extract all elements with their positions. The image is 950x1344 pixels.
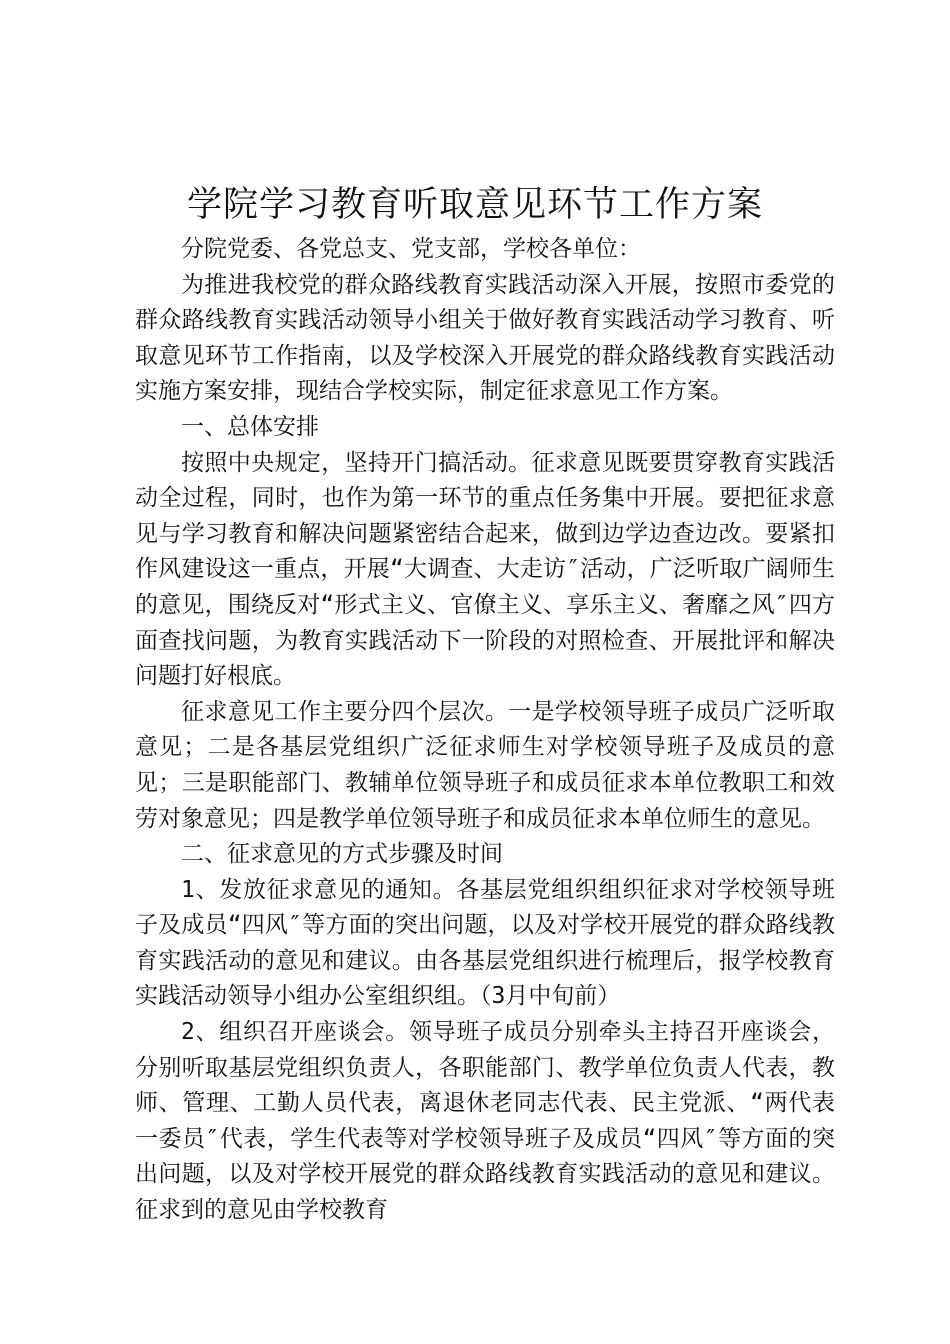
overall-paragraph: 按照中央规定，坚持开门搞活动。征求意见既要贯穿教育实践活动全过程，同时，也作为第一环节的重点任务集中开展。要把征求意见与学习教育和解决问题紧密结合起来，做到边学边查边改。要紧扣作风建设这一重点，开展“大调查、大走访″活动，广泛听取广阔师生的意见，围绕反对“形式主义、官僚主义、享乐主义、奢靡之风″四方面查找问题，为教育实践活动下一阶段的对照检查、开展批评和解决问题打好根底。 (135, 449, 835, 690)
levels-paragraph: 征求意见工作主要分四个层次。一是学校领导班子成员广泛听取意见；二是各基层党组织广泛征求师生对学校领导班子及成员的意见；三是职能部门、教辅单位领导班子和成员征求本单位教职工和效劳对象意见；四是教学单位领导班子和成员征求本单位师生的意见。 (135, 698, 835, 832)
step-one-paragraph: 1、发放征求意见的通知。各基层党组织组织征求对学校领导班子及成员“四风″等方面的突出问题，以及对学校开展党的群众路线教育实践活动的意见和建议。由各基层党组织进行梳理后，报学校教育实践活动领导小组办公室组织组。（3月中旬前） (135, 876, 835, 1010)
section-heading-methods: 二、征求意见的方式步骤及时间 (181, 841, 503, 868)
section-heading-overall: 一、总体安排 (181, 413, 319, 440)
salutation-paragraph: 分院党委、各党总支、党支部，学校各单位： (181, 236, 641, 262)
intro-paragraph: 为推进我校党的群众路线教育实践活动深入开展，按照市委党的群众路线教育实践活动领导小组关于做好教育实践活动学习教育、听取意见环节工作指南，以及学校深入开展党的群众路线教育实践活动实施方案安排，现结合学校实际，制定征求意见工作方案。 (135, 271, 835, 405)
document-title: 学院学习教育听取意见环节工作方案 (186, 185, 763, 225)
step-two-paragraph: 2、组织召开座谈会。领导班子成员分别牵头主持召开座谈会，分别听取基层党组织负责人，各职能部门、教学单位负责人代表，教师、管理、工勤人员代表，离退休老同志代表、民主党派、“两代表一委员″代表，学生代表等对学校领导班子及成员“四风″等方面的突出问题，以及对学校开展党的群众路线教育实践活动的意见和建议。征求到的意见由学校教育 (135, 1019, 835, 1224)
document-body (135, 232, 835, 1229)
